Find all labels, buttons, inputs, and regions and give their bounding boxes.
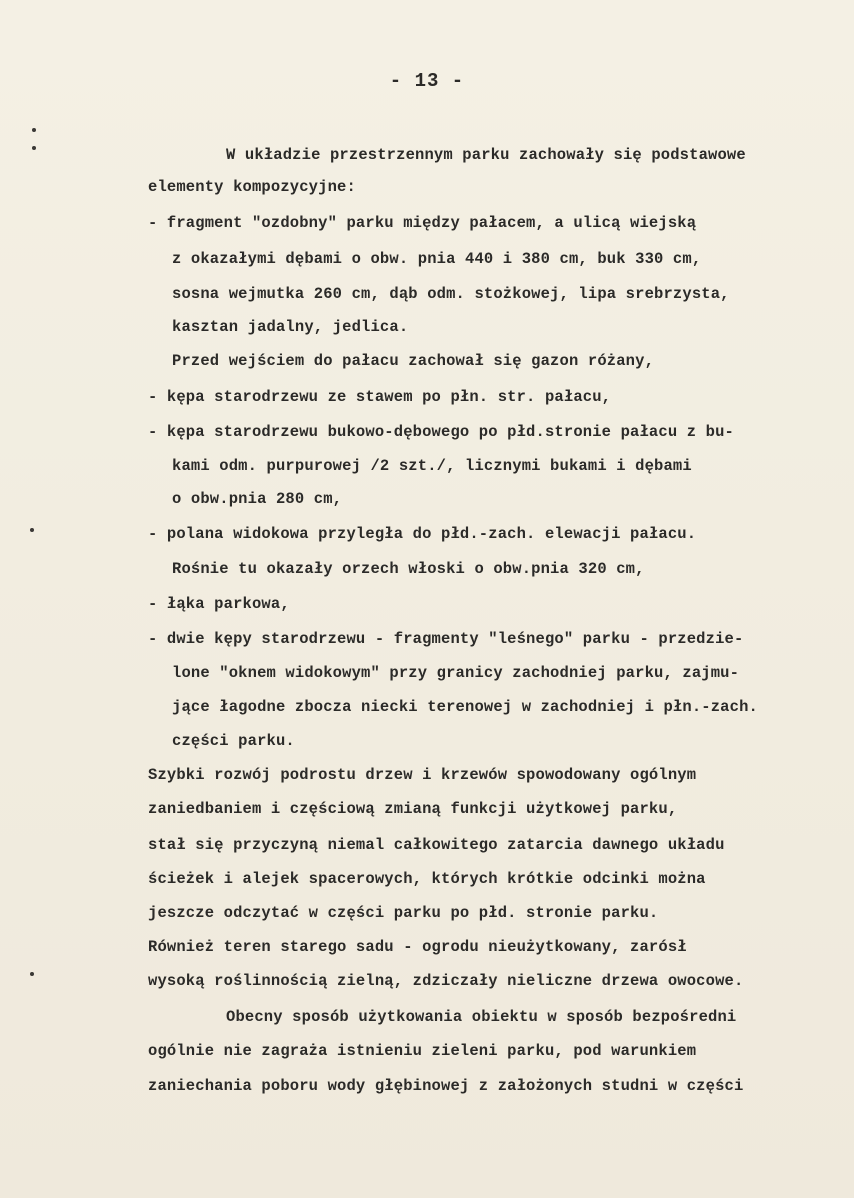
text-line: lone "oknem widokowym" przy granicy zachodniej parku, zajmu- [172,664,740,682]
text-line: - kępa starodrzewu ze stawem po płn. str. pałacu, [148,388,612,406]
text-line: z okazałymi dębami o obw. pnia 440 i 380 cm, buk 330 cm, [172,250,702,268]
text-line: - łąka parkowa, [148,595,290,613]
text-line: ścieżek i alejek spacerowych, których krótkie odcinki można [148,870,706,888]
text-line: stał się przyczyną niemal całkowitego zatarcia dawnego układu [148,836,725,854]
text-line: wysoką roślinnością zielną, zdziczały nieliczne drzewa owocowe. [148,972,744,990]
text-line: sosna wejmutka 260 cm, dąb odm. stożkowej, lipa srebrzysta, [172,285,730,303]
punch-mark [30,528,34,532]
text-line: W układzie przestrzennym parku zachowały się podstawowe [226,146,746,164]
text-line: zaniedbaniem i częściową zmianą funkcji użytkowej parku, [148,800,678,818]
text-line: jące łagodne zbocza niecki terenowej w zachodniej i płn.-zach. [172,698,758,716]
punch-mark [32,146,36,150]
page-number: - 13 - [389,70,465,92]
text-line: - fragment "ozdobny" parku między pałacem, a ulicą wiejską [148,214,697,232]
text-line: o obw.pnia 280 cm, [172,490,343,508]
punch-mark [32,128,36,132]
text-line: Przed wejściem do pałacu zachował się gazon różany, [172,352,655,370]
text-line: części parku. [172,732,295,750]
text-line: kami odm. purpurowej /2 szt./, licznymi bukami i dębami [172,457,692,475]
text-line: jeszcze odczytać w części parku po płd. stronie parku. [148,904,659,922]
punch-mark [30,972,34,976]
text-line: - dwie kępy starodrzewu - fragmenty "leśnego" parku - przedzie- [148,630,744,648]
text-line: zaniechania poboru wody głębinowej z założonych studni w części [148,1077,744,1095]
text-line: Rośnie tu okazały orzech włoski o obw.pnia 320 cm, [172,560,645,578]
text-line: Szybki rozwój podrostu drzew i krzewów spowodowany ogólnym [148,766,697,784]
text-line: - polana widokowa przyległa do płd.-zach. elewacji pałacu. [148,525,697,543]
text-line: kasztan jadalny, jedlica. [172,318,409,336]
text-line: - kępa starodrzewu bukowo-dębowego po płd.stronie pałacu z bu- [148,423,734,441]
text-line: elementy kompozycyjne: [148,178,356,196]
text-line: ogólnie nie zagraża istnieniu zieleni parku, pod warunkiem [148,1042,697,1060]
text-line: Obecny sposób użytkowania obiektu w sposób bezpośredni [226,1008,737,1026]
text-line: Również teren starego sadu - ogrodu nieużytkowany, zarósł [148,938,687,956]
